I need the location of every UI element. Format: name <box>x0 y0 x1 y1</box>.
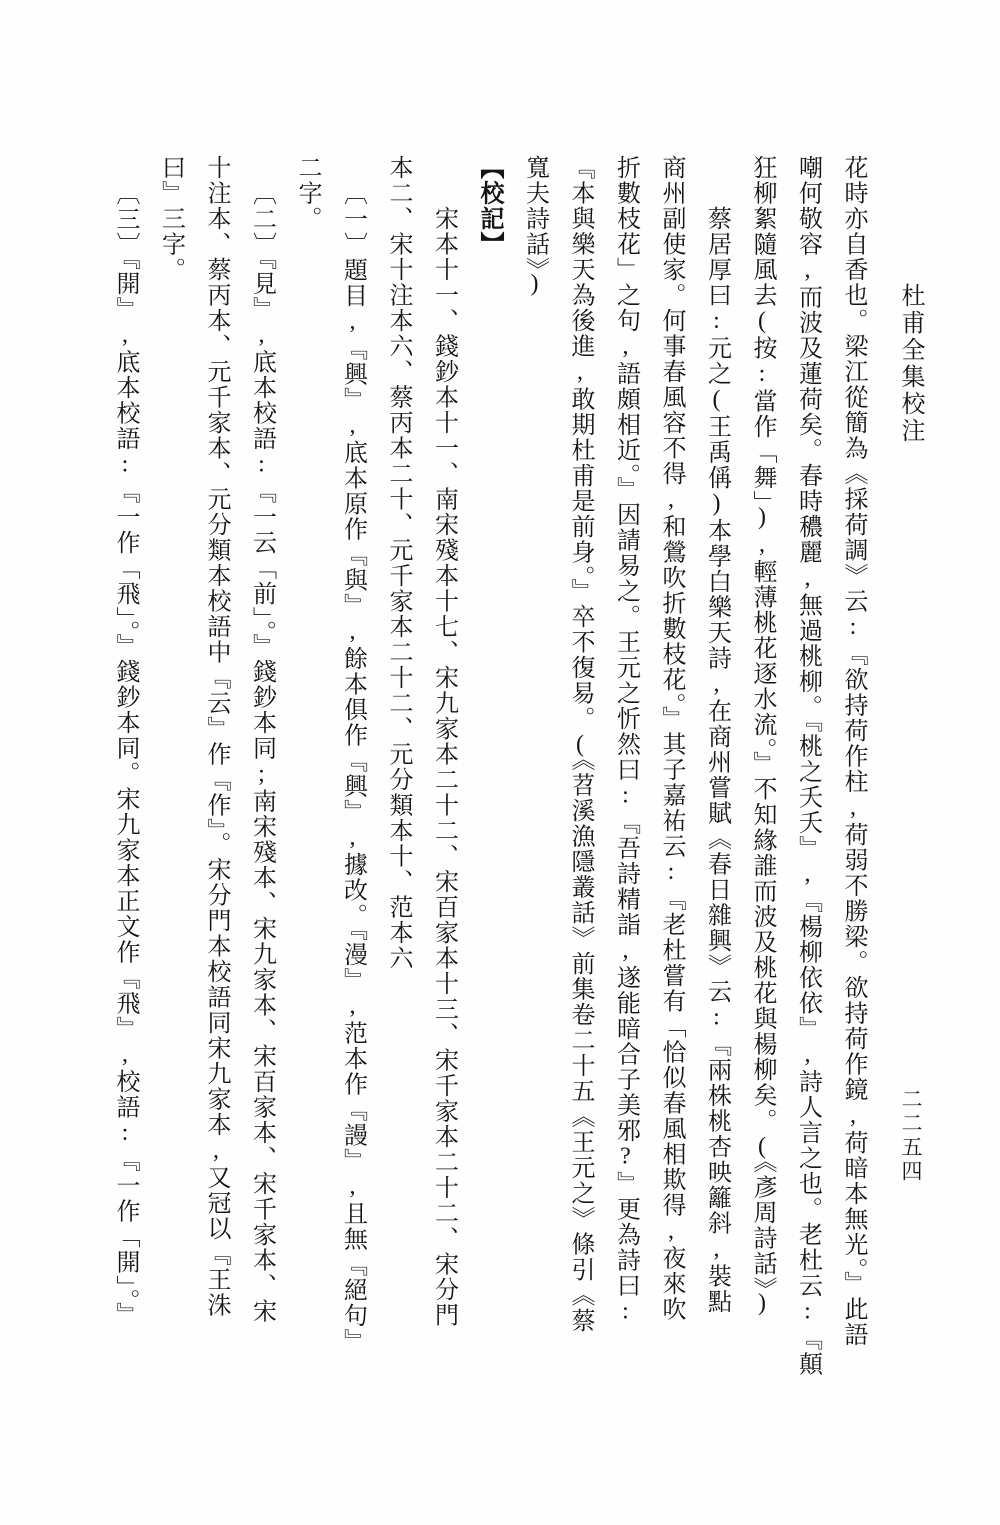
vertical-text-block <box>101 155 875 1405</box>
collation-note-2-line-2: 十注本、蔡丙本、元千家本、元分類本校語中『云』作『作』。宋分門本校語同宋九家本,又冠以『王洙 <box>203 155 229 1318</box>
collation-note-1-line-2: 二字。 <box>294 155 320 232</box>
collation-note-2-line-1: 〔二〕『見』,底本校語:『一云「前」。』錢鈔本同;南宋殘本、宋九家本、宋百家本、宋千家本、宋 <box>248 180 275 1324</box>
commentary-line-7: 『本與樂天為後進,敢期杜甫是前身。』卒不復易。(《苕溪漁隱叢話》前集卷二十五《王元之》條引《蔡 <box>567 155 593 1334</box>
commentary-line-3: 狂柳絮隨風去(按:當作「舞」),輕薄桃花逐水流。』不知緣誰而波及桃花與楊柳矣。(《彥周詩話》) <box>749 155 775 1318</box>
commentary-line-1: 花時亦自香也。梁江從簡為《採荷調》云:『欲持荷作柱,荷弱不勝梁。欲持荷作鏡,荷暗本無光。』此語 <box>840 155 866 1348</box>
collation-editions-line-2: 本二、宋十注本六、蔡丙本二十、元千家本二十二、元分類本十、范本六 <box>385 155 411 971</box>
collation-note-2-line-3: 曰』三字。 <box>157 155 184 283</box>
commentary-line-5: 商州副使家。何事春風容不得,和鶯吹折數枝花。』其子嘉祐云:『老杜嘗有「恰似春風相欺得,夜來吹 <box>658 155 684 1322</box>
collation-note-3-line-1: 〔三〕『開』,底本校語:『一作「飛」。』錢鈔本同。宋九家本正文作『飛』,校語:『一作「開」。』 <box>112 180 138 1327</box>
running-header: 杜甫全集校注 <box>897 283 923 445</box>
commentary-line-8: 寬夫詩話》) <box>521 155 548 298</box>
section-header-jiaoji: 【校記】 <box>476 155 502 257</box>
commentary-line-4: 蔡居厚曰:元之(王禹偁)本學白樂天詩,在商州嘗賦《春日雜興》云:『兩株桃杏映籬斜,裝點 <box>703 206 730 1315</box>
collation-note-1-line-1: 〔一〕題目,『興』,底本原作『與』,餘本俱作『興』,據改。『漫』,范本作『謾』,且無『絕句』 <box>339 180 366 1354</box>
page-number: 二二五四 <box>899 1088 923 1184</box>
commentary-line-2: 嘲何敬容,而波及蓮荷矣。春時穠麗,無過桃柳。『桃之夭夭』,『楊柳依依』,詩人言之也。老杜云:『顛 <box>794 155 821 1377</box>
commentary-line-6: 折數枝花」之句,語頗相近。』因請易之。王元之忻然曰:『吾詩精詣,遂能暗合子美邪?』更為詩曰: <box>612 155 639 1326</box>
collation-editions-line-1: 宋本十一、錢鈔本十一、南宋殘本十七、宋九家本二十二、宋百家本十三、宋千家本二十二、宋分門 <box>430 206 457 1328</box>
